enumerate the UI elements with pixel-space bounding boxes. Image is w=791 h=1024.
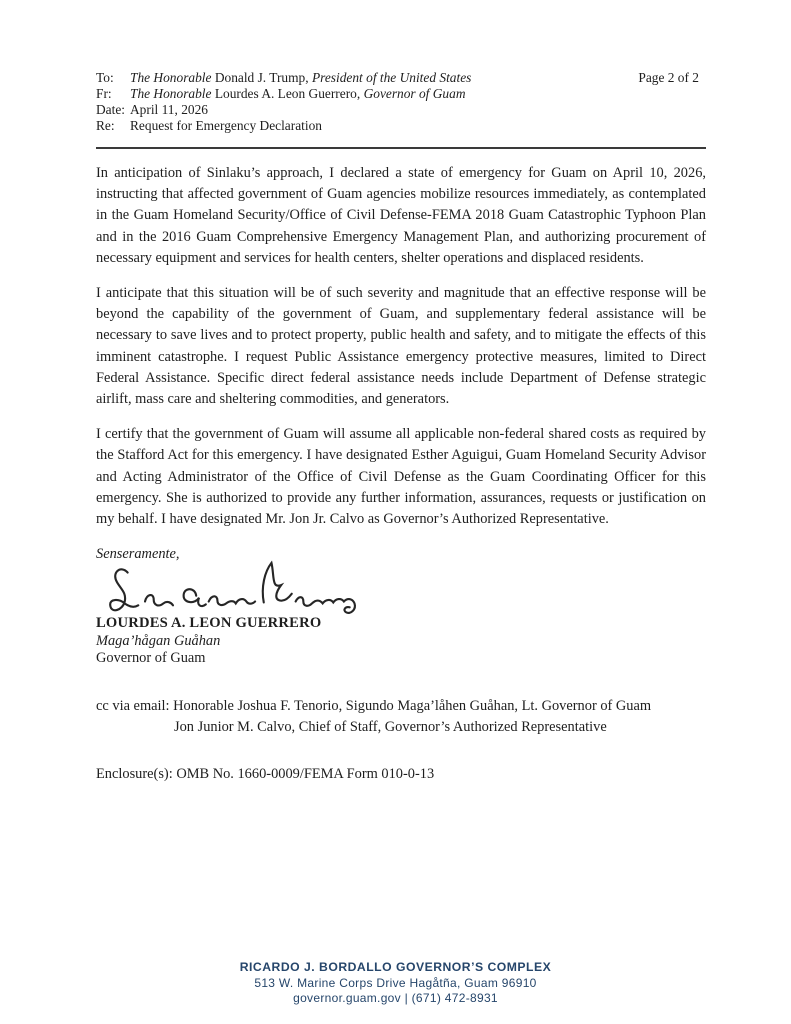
to-name: Donald J. Trump,	[214, 70, 309, 85]
page-number: Page 2 of 2	[638, 70, 699, 85]
paragraph-federal-assistance: I anticipate that this situation will be of such severity and magnitude that an effective response will be beyond the capability of the government of Guam, and supplementary federal assistance will be necessary to save lives and to protect property, public health and safety, and to mitigate the effects of this imminent catastrophe. I request Public Assistance emergency protective measures, limited to Direct Federal Assistance. Specific direct federal assistance needs include Department of Defense strategic airlift, mass care and sheltering commodities, and generators.	[96, 285, 706, 408]
footer-address: 513 W. Marine Corps Drive Hagåtña, Guam 96910	[254, 975, 537, 990]
memo-date-row	[96, 102, 706, 118]
to-label: To:	[96, 70, 114, 85]
from-value	[130, 86, 466, 102]
cc-block	[96, 696, 706, 738]
memo-from-row	[96, 86, 706, 102]
enclosure-line: Enclosure(s): OMB No. 1660-0009/FEMA Form 010-0-13	[96, 765, 435, 782]
closing-salutation: Senseramente,	[96, 546, 180, 563]
to-role: President of the United States	[311, 70, 472, 85]
paragraph-emergency-declared: In anticipation of Sinlaku’s approach, I declared a state of emergency for Guam on April 10, 2026, instructing that affected government of Guam agencies mobilize resources immediately, as contemplated in the Guam Homeland Security/Office of Civil Defense-FEMA 2018 Guam Catastrophic Typhoon Plan and in the 2016 Guam Comprehensive Emergency Management Plan, and authorizing procurement of necessary equipment and services for health centers, shelter operations and displaced residents.	[96, 165, 706, 266]
from-honorific: The Honorable	[130, 86, 212, 101]
footer-complex-name: RICARDO J. BORDALLO GOVERNOR’S COMPLEX	[239, 960, 552, 974]
header-divider	[96, 147, 706, 149]
letterhead-footer	[0, 960, 791, 1007]
from-name: Lourdes A. Leon Guerrero,	[214, 86, 361, 101]
letter-content	[96, 70, 706, 785]
handwritten-signature-icon	[100, 559, 706, 615]
signatory-name: LOURDES A. LEON GUERRERO	[96, 615, 322, 632]
paragraph-certification: I certify that the government of Guam will assume all applicable non-federal shared costs as required by the Stafford Act for this emergency. I have designated Esther Aguigui, Guam Homeland Security Advisor and Acting Administrator of the Office of Civil Defense as the Guam Coordinating Officer for this emergency. She is authorized to provide any further information, assurances, requests or justification on my behalf. I have designated Mr. Jon Jr. Calvo as Governor’s Authorized Representative.	[96, 426, 706, 528]
memo-re-row	[96, 118, 706, 134]
cc-recipient-2: Jon Junior M. Calvo, Chief of Staff, Governor’s Authorized Representative	[174, 718, 607, 735]
to-honorific: The Honorable	[130, 70, 212, 85]
memo-header	[96, 70, 706, 134]
cc-recipient-1: Honorable Joshua F. Tenorio, Sigundo Maga’låhen Guåhan, Lt. Governor of Guam	[173, 697, 652, 714]
from-label: Fr:	[96, 86, 112, 101]
cc-label: cc via email:	[96, 697, 170, 714]
date-value: April 11, 2026	[130, 102, 208, 117]
date-label: Date:	[96, 102, 125, 117]
footer-contact: governor.guam.gov | (671) 472-8931	[293, 991, 498, 1005]
letter-body	[96, 163, 706, 530]
from-role: Governor of Guam	[363, 86, 466, 101]
to-value	[130, 70, 471, 86]
signatory-title: Governor of Guam	[96, 650, 206, 667]
signatory-chamorro-title: Maga’hågan Guåhan	[96, 632, 221, 649]
re-value: Request for Emergency Declaration	[130, 118, 322, 133]
re-label: Re:	[96, 118, 115, 133]
memo-to-row	[96, 70, 706, 86]
